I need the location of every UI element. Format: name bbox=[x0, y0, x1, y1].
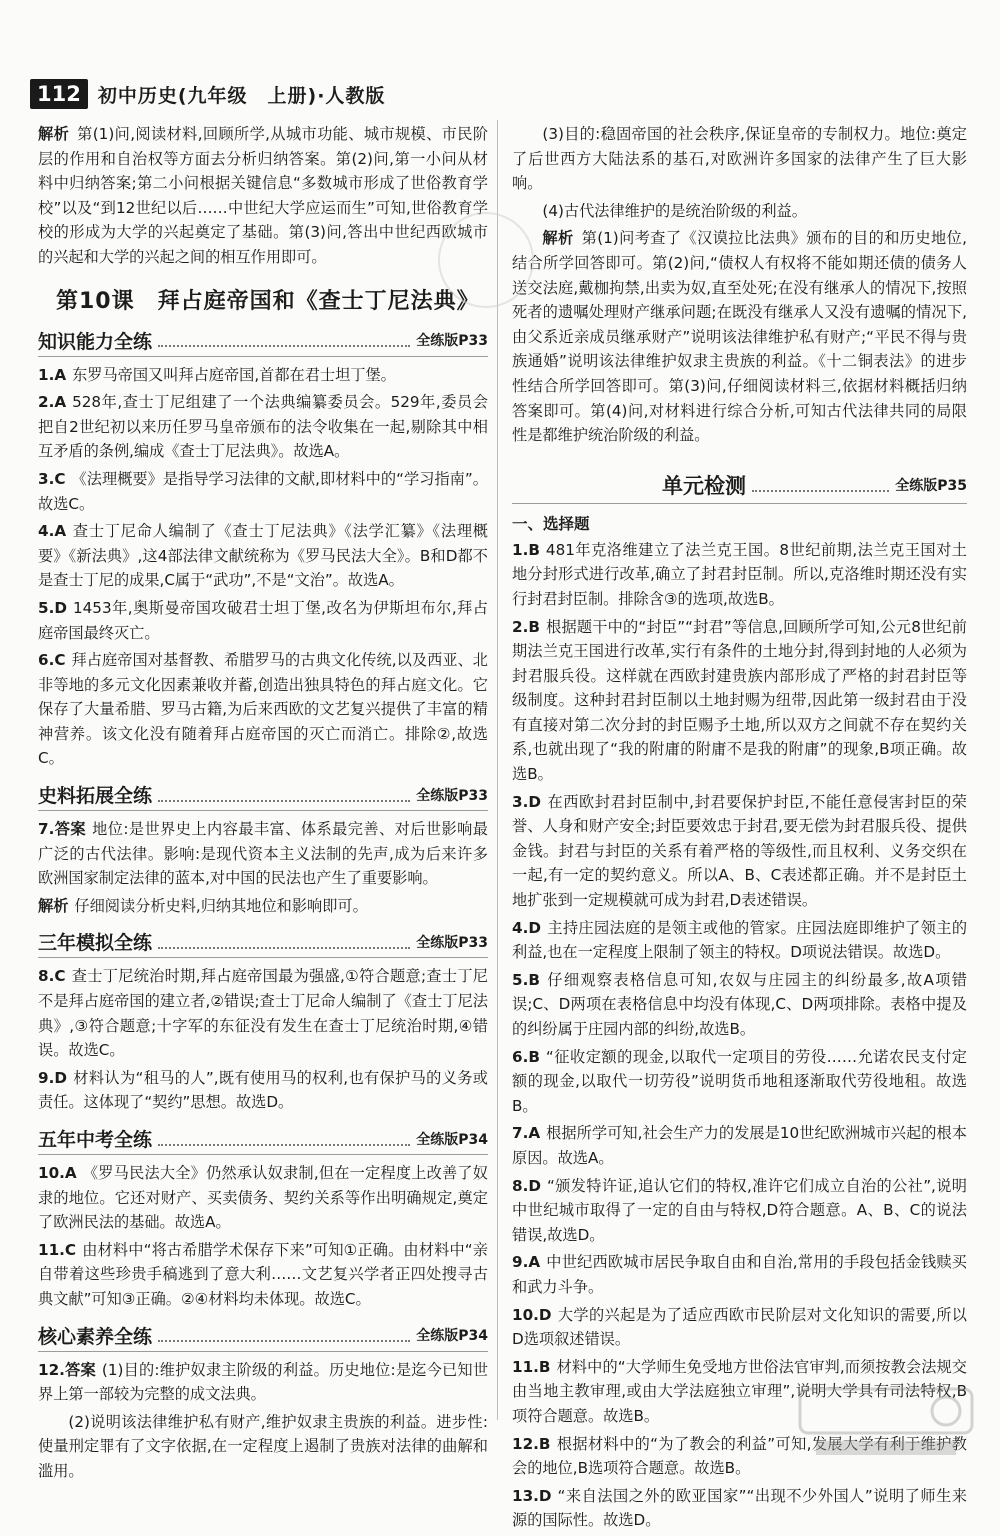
question-number: 10.D bbox=[512, 1305, 552, 1324]
answer-text: 主持庄园法庭的是领主或他的管家。庄园法庭即维护了领主的利益,也在一定程度上限制了领主的特权。D项说法错误。故选D。 bbox=[512, 918, 967, 962]
answer-item bbox=[38, 467, 488, 516]
question-number: 6.C bbox=[38, 651, 66, 670]
unit-test-title: 单元检测 bbox=[662, 473, 746, 498]
answer-part-4: (4)古代法律维护的是统治阶级的利益。 bbox=[542, 201, 807, 220]
answer-item bbox=[38, 1066, 488, 1115]
unit-test-header bbox=[512, 470, 967, 504]
question-number: 6.B bbox=[512, 1047, 540, 1066]
section-title: 知识能力全练 bbox=[38, 330, 153, 353]
answer-item bbox=[38, 596, 488, 645]
watermark-logo-icon bbox=[796, 1383, 976, 1463]
answer-text: 材料认为“租马的人”,既有使用马的权利,也有保护马的义务或责任。这体现了“契约”思想。故选D。 bbox=[38, 1068, 488, 1112]
question-number: 13.D bbox=[512, 1486, 552, 1505]
answer-item bbox=[38, 1161, 488, 1235]
answer-text: 《法理概要》是指导学习法律的文献,即材料中的“学习指南”。故选C。 bbox=[38, 469, 488, 513]
answer-item bbox=[512, 615, 967, 787]
answer-item bbox=[38, 894, 488, 919]
answer-item bbox=[38, 519, 488, 593]
question-number: 1.B bbox=[512, 540, 540, 559]
answer-item bbox=[512, 1250, 967, 1299]
answer-item bbox=[38, 390, 488, 464]
answer-text: “征收定额的现金,以取代一定项目的劳役……允诺农民支付定额的现金,以取代一切劳役”说明货币地租逐渐取代劳役地租。故选B。 bbox=[512, 1047, 967, 1115]
book-title: 初中历史(九年级 上册)·人教版 bbox=[97, 84, 386, 107]
answer-item bbox=[38, 1410, 488, 1484]
leader-dots bbox=[158, 935, 410, 949]
answer-text: 地位:是世界史上内容最丰富、体系最完善、对后世影响最广泛的古代法律。影响:是现代资本主义法制的先声,成为后来许多欧洲国家制定法律的蓝本,对中国的民法也产生了重要影响。 bbox=[38, 820, 488, 888]
page-number: 112 bbox=[30, 79, 88, 109]
section-header bbox=[38, 781, 488, 811]
answer-text: 查士丁尼命人编制了《查士丁尼法典》《法学汇纂》《法理概要》《新法典》,这4部法律文献统称为《罗马民法大全》。B和D都不是查士丁尼的成果,C属于“武功”,不是“文治”。故选A。 bbox=[38, 522, 488, 590]
answer-text: “颁发特许证,追认它们的特权,准许它们成立自治的公社”,说明中世纪城市取得了一定的自由与特权,D符合题意。A、B、C的说法错误,故选D。 bbox=[512, 1176, 967, 1244]
question-number: 9.D bbox=[38, 1068, 67, 1087]
answer-item bbox=[512, 1484, 967, 1533]
analysis-text: 第(1)问考查了《汉谟拉比法典》颁布的目的和历史地位,结合所学回答即可。第(2)问,“债权人有权将不能如期还债的债务人送交法庭,戴枷拘禁,出卖为奴,直至处死;在没有继承人的情况下,按照死者的遗嘱处理财产继承问题;在既没有继承人又没有遗嘱的情况下,由父系近亲成员继承财产”说明该法律维护私有财产;“平民不得与贵族通婚”说明该法律维护奴隶主贵族的利益。《十二铜表法》的进步性结合所学回答即可。第(3)问,仔细阅读材料三,依据材料概括归纳答案即可。第(4)问,对材料进行综合分析,可知古代法律共同的局限性是都维护统治阶级的利益。 bbox=[512, 229, 968, 445]
section-title: 三年模拟全练 bbox=[38, 932, 153, 955]
answer-item bbox=[512, 1174, 967, 1248]
section-ref: 全练版P34 bbox=[416, 1328, 488, 1345]
section-header bbox=[38, 1125, 488, 1155]
answer-text: 在西欧封君封臣制中,封君要保护封臣,不能任意侵害封臣的荣誉、人身和财产安全;封臣要效忠于封君,要无偿为封君服兵役、提供金钱。封君与封臣的关系有着严格的等级性,而且权利、义务交织在一起,有一定的契约意义。所以A、B、C表述都正确。并不是封臣土地扩张到一定规模就可成为封君,D表述错误。 bbox=[512, 792, 967, 910]
question-number: 4.A bbox=[38, 522, 67, 541]
section-header bbox=[38, 928, 488, 958]
section-header bbox=[38, 1322, 488, 1352]
unit-test-ref: 全练版P35 bbox=[895, 477, 967, 494]
answer-item bbox=[512, 538, 967, 612]
answer-text: (1)目的:维护奴隶主阶级的利益。历史地位:是迄今已知世界上第一部较为完整的成文法典。 bbox=[38, 1360, 489, 1404]
question-number: 4.D bbox=[512, 918, 541, 937]
column-divider bbox=[497, 120, 498, 1420]
right-analysis bbox=[512, 226, 967, 447]
answer-item bbox=[512, 968, 967, 1042]
analysis-label: 解析 bbox=[542, 229, 574, 248]
analysis-text: 第(1)问,阅读材料,回顾所学,从城市功能、城市规模、市民阶层的作用和自治权等方面去分析归纳答案。第(2)问,第一小问从材料中归纳答案;第二小问根据关键信息“多数城市形成了世俗教育学校”以及“到12世纪以后……中世纪大学应运而生”可知,世俗教育学校的形成为大学的兴起奠定了基础。第(3)问,答出中世纪西欧城市的兴起和大学的兴起之间的相互作用即可。 bbox=[38, 125, 489, 266]
answer-text: 仔细阅读分析史料,归纳其地位和影响即可。 bbox=[74, 896, 368, 915]
left-column bbox=[38, 122, 488, 1487]
right-column bbox=[512, 122, 967, 1536]
section-ref: 全练版P33 bbox=[416, 934, 488, 951]
question-number: 2.A bbox=[38, 393, 67, 412]
answer-item bbox=[38, 1238, 488, 1312]
question-number: 12.答案 bbox=[38, 1360, 96, 1379]
leader-dots bbox=[158, 333, 410, 347]
question-number: 3.C bbox=[38, 469, 66, 488]
question-number: 2.B bbox=[512, 617, 540, 636]
answer-text: 根据材料中的“为了教会的利益”可知,发展大学有利于维护教会的地位,B选项符合题意。故选B。 bbox=[512, 1434, 967, 1478]
leader-dots bbox=[752, 478, 889, 492]
answer-item bbox=[512, 1303, 967, 1352]
answer-item bbox=[38, 817, 488, 891]
answer-item bbox=[512, 916, 967, 965]
answer-text: 根据题干中的“封臣”“封君”等信息,回顾所学可知,公元8世纪前期法兰克王国进行改革,实行有条件的土地分封,得到封地的人必须为封君服兵役。这样就在西欧封建贵族内部形成了严格的封君封臣等级制度。这种封君封臣制以土地封赐为纽带,因此第一级封君由于没有直接对第二次分封的封臣赐予土地,所以双方之间就不存在契约关系,也就出现了“我的附庸的附庸不是我的附庸”的现象,B项正确。故选B。 bbox=[512, 617, 967, 784]
answer-text: 拜占庭帝国对基督教、希腊罗马的古典文化传统,以及西亚、北非等地的多元文化因素兼收并蓄,创造出独具特色的拜占庭文化。它保存了大量希腊、罗马古籍,为后来西欧的文艺复兴提供了丰富的精神营养。该文化没有随着拜占庭帝国的灭亡而消亡。排除②,故选C。 bbox=[38, 651, 488, 768]
section-title: 核心素养全练 bbox=[38, 1325, 153, 1348]
answer-item bbox=[512, 1045, 967, 1119]
left-sections bbox=[38, 327, 488, 1484]
section-ref: 全练版P33 bbox=[416, 787, 488, 804]
answer-text: 仔细观察表格信息可知,农奴与庄园主的纠纷最多,故A项错误;C、D两项在表格信息中均没有体现,C、D两项排除。表格中提及的纠纷属于庄园内部的纠纷,故选B。 bbox=[512, 970, 967, 1038]
question-number: 1.A bbox=[38, 365, 67, 384]
page-header bbox=[30, 78, 385, 110]
leader-dots bbox=[158, 788, 410, 802]
answer-text: (2)说明该法律维护私有财产,维护奴隶主贵族的利益。进步性:使量刑定罪有了文字依据,在一定程度上遏制了贵族对法律的曲解和滥用。 bbox=[38, 1412, 488, 1480]
answer-item bbox=[38, 1358, 488, 1407]
question-number: 7.A bbox=[512, 1124, 541, 1143]
answer-item bbox=[512, 790, 967, 913]
stamp-icon bbox=[438, 212, 534, 308]
question-number: 8.C bbox=[38, 967, 66, 986]
leader-dots bbox=[158, 1132, 410, 1146]
question-number: 12.B bbox=[512, 1434, 551, 1453]
question-number: 7.答案 bbox=[38, 820, 87, 839]
analysis-label: 解析 bbox=[38, 125, 70, 143]
answer-text: 中世纪西欧城市居民争取自由和自治,常用的手段包括金钱赎买和武力斗争。 bbox=[512, 1253, 967, 1296]
answer-text: 大学的兴起是为了适应西欧市民阶层对文化知识的需要,所以D选项叙述错误。 bbox=[512, 1305, 967, 1349]
question-number: 8.D bbox=[512, 1176, 541, 1195]
answer-text: “来自法国之外的欧亚国家”“出现不少外国人”说明了师生来源的国际性。故选D。 bbox=[512, 1486, 967, 1530]
question-number: 3.D bbox=[512, 792, 541, 811]
answer-item bbox=[512, 1121, 967, 1170]
answer-text: 根据所学可知,社会生产力的发展是10世纪欧洲城市兴起的根本原因。故选A。 bbox=[512, 1124, 967, 1167]
multiple-choice-heading: 一、选择题 bbox=[512, 514, 590, 533]
answer-text: 1453年,奥斯曼帝国攻破君士坦丁堡,改名为伊斯坦布尔,拜占庭帝国最终灭亡。 bbox=[38, 598, 488, 642]
lesson-title: 第10课 拜占庭帝国和《查士丁尼法典》 bbox=[56, 288, 480, 314]
question-number: 10.A bbox=[38, 1164, 77, 1182]
answer-text: 由材料中“将古希腊学术保存下来”可知①正确。由材料中“亲自带着这些珍贵手稿逃到了意大利……文艺复兴学者正四处搜寻古典文献”可知③正确。②④材料均未体现。故选C。 bbox=[38, 1240, 488, 1308]
answer-text: 东罗马帝国又叫拜占庭帝国,首都在君士坦丁堡。 bbox=[72, 365, 396, 384]
answer-item bbox=[38, 363, 488, 388]
question-number: 解析 bbox=[38, 896, 69, 915]
answer-text: 528年,查士丁尼组建了一个法典编纂委员会。529年,委员会把自2世纪初以来历任罗马皇帝颁布的法令收集在一起,剔除其中相互矛盾的条例,编成《查士丁尼法典》。故选A。 bbox=[38, 393, 488, 461]
intro-analysis bbox=[38, 122, 488, 270]
leader-dots bbox=[158, 1328, 410, 1342]
question-number: 5.D bbox=[38, 598, 67, 617]
question-number: 11.B bbox=[512, 1357, 551, 1376]
question-number: 5.B bbox=[512, 970, 540, 989]
answer-text: 查士丁尼统治时期,拜占庭帝国最为强盛,①符合题意;查士丁尼不是拜占庭帝国的建立者,②错误;查士丁尼命人编制了《查士丁尼法典》,③符合题意;十字军的东征没有发生在查士丁尼统治时期,④错误。故选C。 bbox=[38, 967, 488, 1060]
answer-text: 《罗马民法大全》仍然承认奴隶制,但在一定程度上改善了奴隶的地位。它还对财产、买卖债务、契约关系等作出明确规定,奠定了欧洲民法的基础。故选A。 bbox=[38, 1164, 488, 1232]
answer-item bbox=[38, 648, 488, 771]
section-title: 五年中考全练 bbox=[38, 1129, 153, 1151]
section-ref: 全练版P33 bbox=[416, 333, 488, 350]
answer-item bbox=[38, 964, 488, 1062]
section-header bbox=[38, 327, 488, 357]
question-number: 9.A bbox=[512, 1253, 541, 1272]
answer-part-3: (3)目的:稳固帝国的社会秩序,保证皇帝的专制权力。地位:奠定了后世西方大陆法系的基石,对欧洲许多国家的法律产生了巨大影响。 bbox=[512, 125, 967, 193]
section-title: 史料拓展全练 bbox=[38, 785, 153, 808]
section-ref: 全练版P34 bbox=[416, 1131, 488, 1148]
answer-text: 材料中的“大学师生免受地方世俗法官审判,而须按教会法规交由当地主教审理,或由大学法庭独立审理”,说明大学具有司法特权,B项符合题意。故选B。 bbox=[512, 1357, 967, 1425]
question-number: 11.C bbox=[38, 1240, 77, 1259]
answer-text: 481年克洛维建立了法兰克王国。8世纪前期,法兰克王国对土地分封形式进行改革,确立了封君封臣制。所以,克洛维时期还没有实行封君封臣制。排除含③的选项,故选B。 bbox=[512, 540, 967, 608]
